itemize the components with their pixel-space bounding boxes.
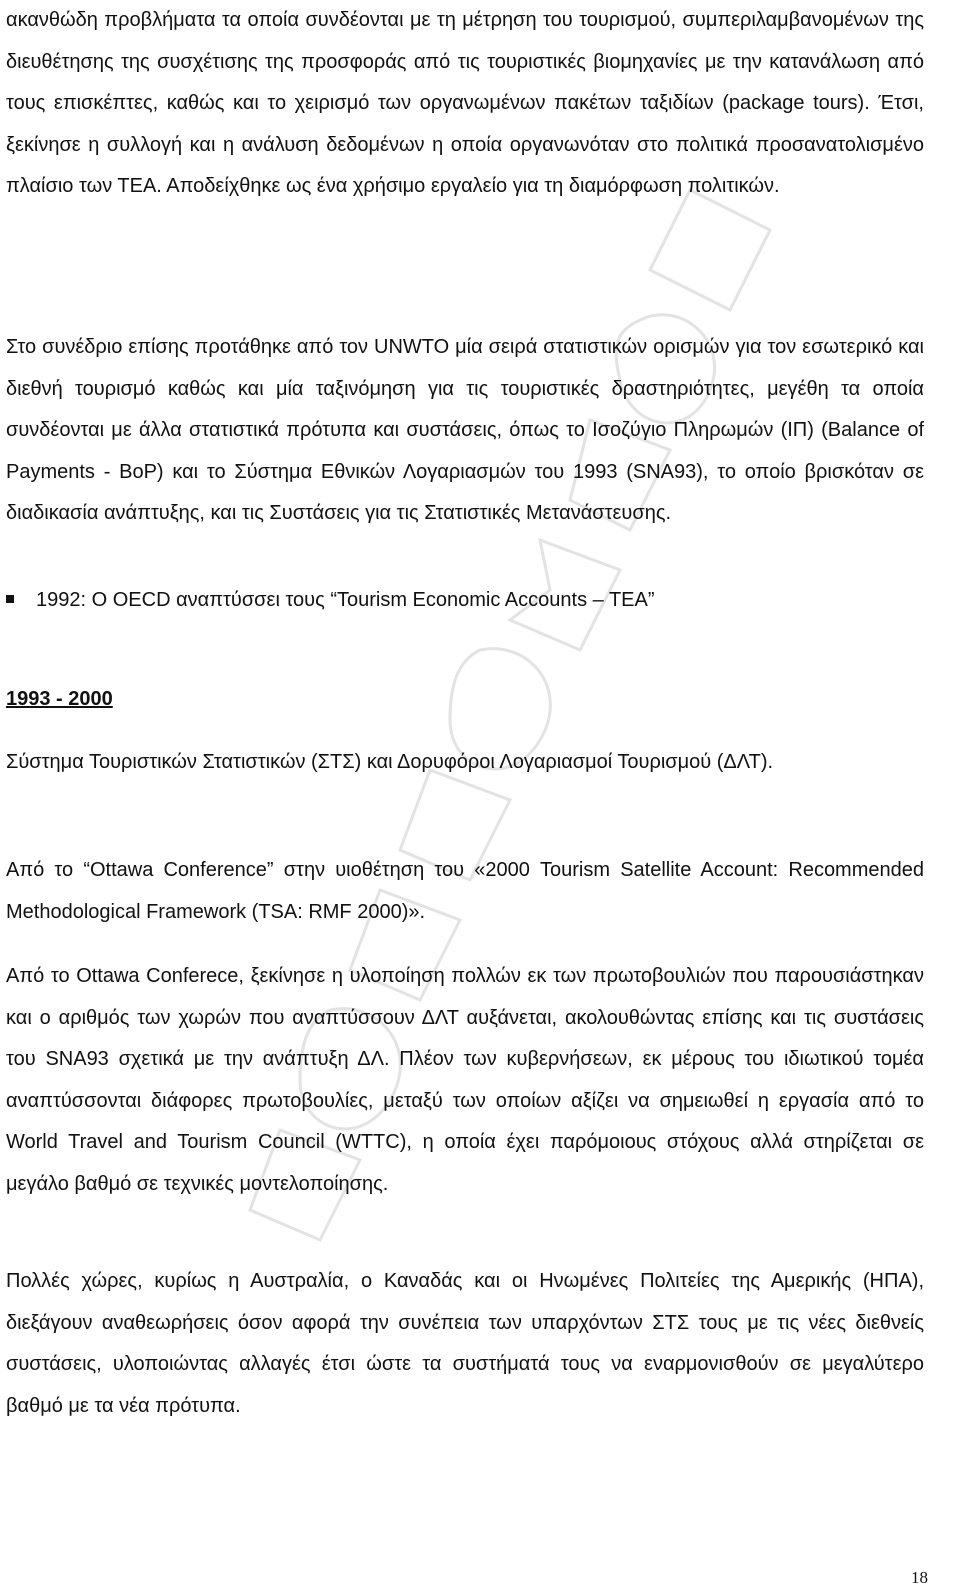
- paragraph-tourism-statistics-system: Σύστημα Τουριστικών Στατιστικών (ΣΤΣ) και Δορυφόροι Λογαριασμοί Τουρισμού (ΔΛΤ).: [6, 751, 774, 773]
- bullet-text: Ο OECD αναπτύσσει τους “Tourism Economic Accounts – TEA”: [91, 589, 655, 611]
- bullet-item-1992: [6, 580, 655, 622]
- paragraph-ottawa-conference: Από το “Ottawa Conference” στην υιοθέτηση του «2000 Tourism Satellite Account: Recommended Methodological Framework (TSA: RMF 2000)».: [6, 859, 924, 923]
- paragraph-countries-revisions: Πολλές χώρες, κυρίως η Αυστραλία, ο Καναδάς και οι Ηνωμένες Πολιτείες της Αμερικής (ΗΠΑ), διεξάγουν αναθεωρήσεις όσον αφορά την συνέπεια των υπαρχόντων ΣΤΣ τους με τις νέες διεθνείς συστάσεις, υλοποιώντας αλλαγές έτσι ώστε τα συστήματά τους να εναρμονισθούν σε μεγαλύτερο βαθμό με τα νέα πρότυπα.: [6, 1270, 924, 1417]
- paragraph-tourism-measurement: ακανθώδη προβλήματα τα οποία συνδέονται με τη μέτρηση του τουρισμού, συμπεριλαμβανομένων της διευθέτησης της συσχέτισης της προσφοράς από τις τουριστικές βιομηχανίες με την κατανάλωση από τους επισκέπτες, καθώς και το χειρισμό των οργανωμένων πακέτων ταξιδίων (package tours). Έτσι, ξεκίνησε η συλλογή και η ανάλυση δεδομένων η οποία οργανωνόταν στο πολιτικά προσανατολισμένο πλαίσιο των ΤΕΑ. Αποδείχθηκε ως ένα χρήσιμο εργαλείο για τη διαμόρφωση πολιτικών.: [6, 9, 924, 198]
- page-number: 18: [911, 1568, 928, 1587]
- section-heading: 1993 - 2000: [6, 688, 113, 710]
- paragraph-unwto-definitions: Στο συνέδριο επίσης προτάθηκε από τον UNWTO μία σειρά στατιστικών ορισμών για τον εσωτερικό και διεθνή τουρισμό καθώς και μία ταξινόμηση για τις τουριστικές δραστηριότητες, μεγέθη τα οποία συνδέονται με άλλα στατιστικά πρότυπα και συστάσεις, όπως το Ισοζύγιο Πληρωμών (ΙΠ) (Balance of Payments - BoP) και το Σύστημα Εθνικών Λογαριασμών του 1993 (SNA93), το οποίο βρισκόταν σε διαδικασία ανάπτυξης, και τις Συστάσεις για τις Στατιστικές Μετανάστευσης.: [6, 336, 924, 525]
- bullet-year: 1992:: [36, 589, 87, 611]
- paragraph-initiatives: Από το Ottawa Conferece, ξεκίνησε η υλοποίηση πολλών εκ των πρωτοβουλιών που παρουσιάστηκαν και ο αριθμός των χωρών που αναπτύσσουν ΔΛΤ αυξάνεται, ακολουθώντας επίσης και τις συστάσεις του SNA93 σχετικά με την ανάπτυξη ΔΛ. Πλέον των κυβερνήσεων, εκ μέρους του ιδιωτικού τομέα αναπτύσσονται διάφορες πρωτοβουλίες, μεταξύ των οποίων αξίζει να σημειωθεί η εργασία από το World Travel and Tourism Council (WTTC), η οποία έχει παρόμοιους στόχους αλλά στηρίζεται σε μεγάλο βαθμό σε τεχνικές μοντελοποίησης.: [6, 965, 924, 1195]
- square-bullet-icon: [6, 595, 14, 603]
